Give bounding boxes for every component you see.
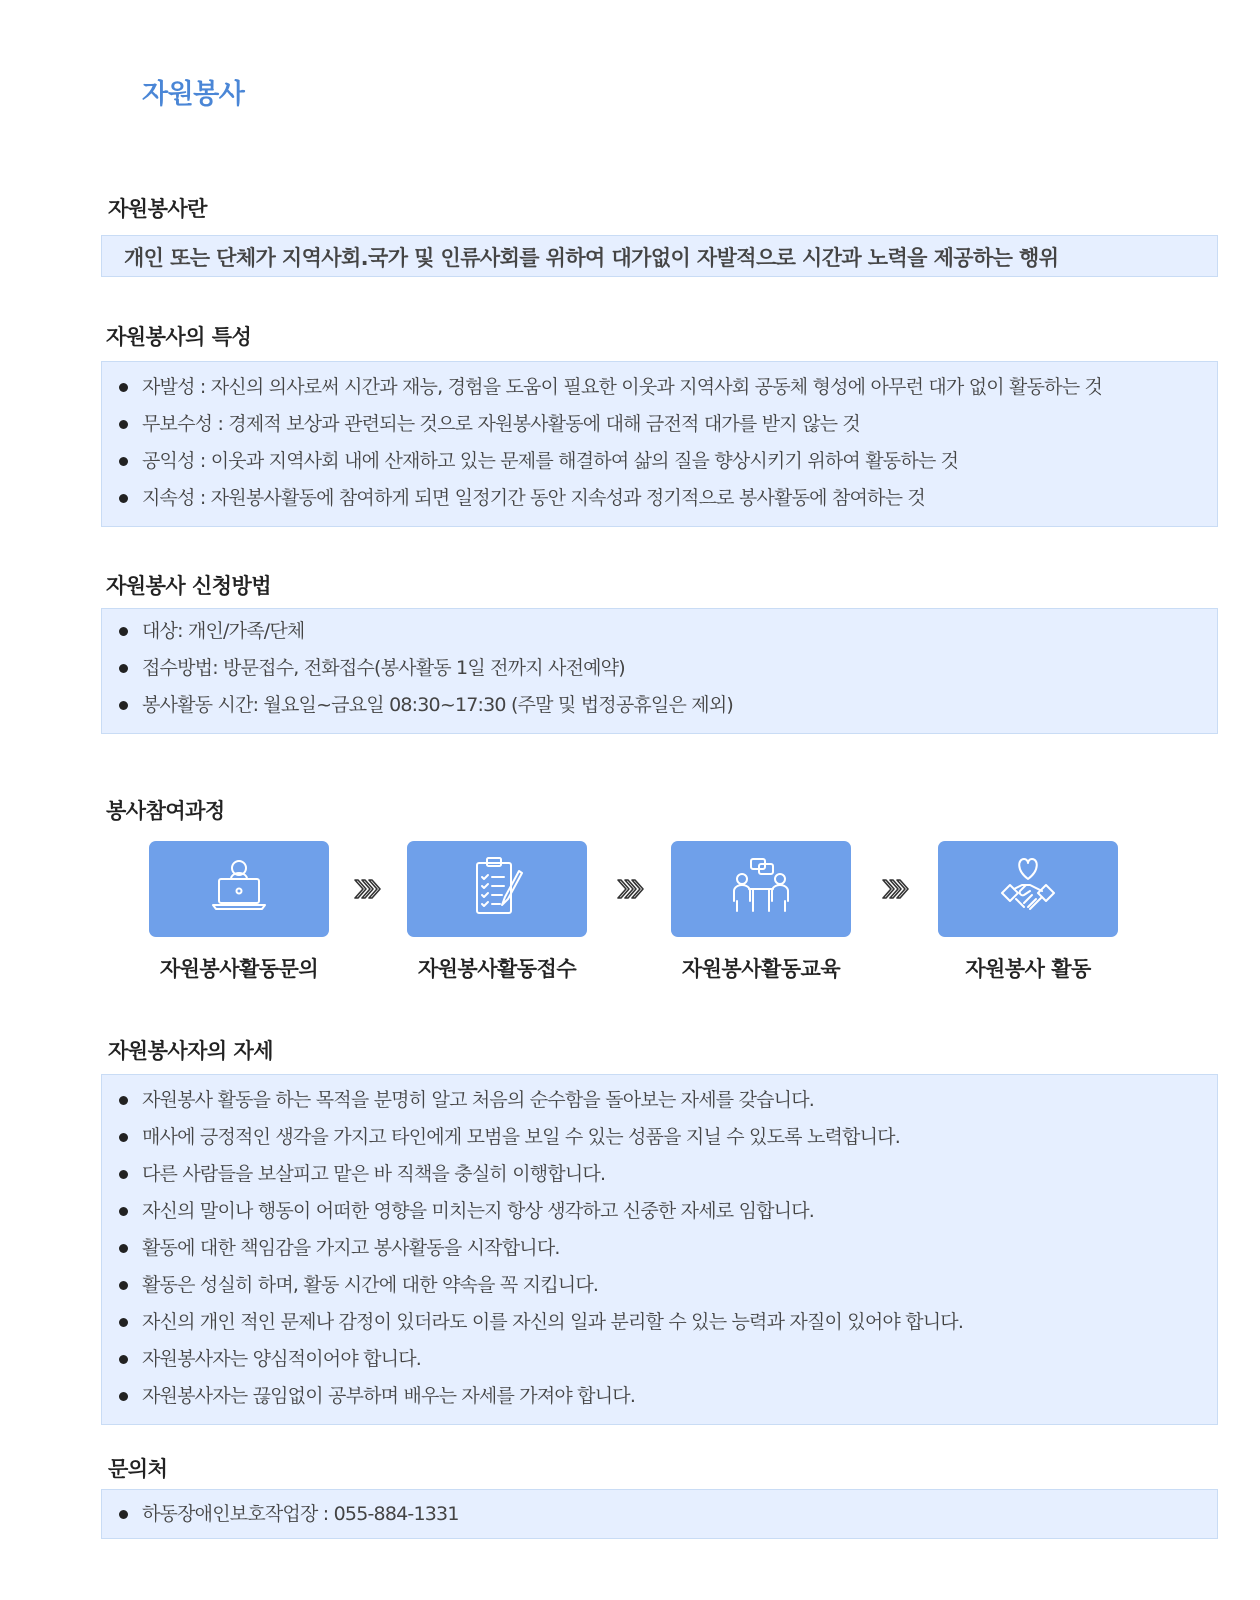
application-box: [101, 608, 1218, 734]
application-list: [102, 613, 1217, 724]
list-item: 활동에 대한 책임감을 가지고 봉사활동을 시작합니다.: [102, 1230, 1217, 1267]
attitude-box: [101, 1074, 1218, 1425]
attitude-list: [102, 1082, 1217, 1415]
triple-chevron-right-icon: [616, 877, 646, 901]
list-item: 대상: 개인/가족/단체: [102, 613, 1217, 650]
process-title: 봉사참여과정: [106, 799, 225, 823]
list-item: 활동은 성실히 하며, 활동 시간에 대한 약속을 꼭 지킵니다.: [102, 1267, 1217, 1304]
definition-text: 개인 또는 단체가 지역사회.국가 및 인류사회를 위하여 대가없이 자발적으로 시간과 노력을 제공하는 행위: [124, 246, 1059, 270]
step-registration: [407, 841, 587, 937]
list-item: 자신의 개인 적인 문제나 감정이 있더라도 이를 자신의 일과 분리할 수 있는 능력과 자질이 있어야 합니다.: [102, 1304, 1217, 1341]
step-label-registration: 자원봉사활동접수: [417, 957, 577, 981]
application-title: 자원봉사 신청방법: [106, 574, 272, 598]
definition-box: [101, 235, 1218, 277]
list-item: 자발성 : 자신의 의사로써 시간과 재능, 경험을 도움이 필요한 이웃과 지역사회 공동체 형성에 아무런 대가 없이 활동하는 것: [102, 369, 1217, 406]
contact-list: [102, 1496, 1217, 1533]
meeting-discussion-icon: [731, 855, 791, 919]
step-education: [671, 841, 851, 937]
step-inquiry: [149, 841, 329, 937]
step-label-inquiry: 자원봉사활동문의: [159, 957, 319, 981]
characteristics-title: 자원봉사의 특성: [106, 325, 252, 349]
attitude-title: 자원봉사자의 자세: [108, 1039, 274, 1063]
step-label-activity: 자원봉사 활동: [965, 957, 1091, 981]
contact-title: 문의처: [108, 1457, 168, 1481]
triple-chevron-right-icon: [881, 877, 911, 901]
list-item: 자원봉사 활동을 하는 목적을 분명히 알고 처음의 순수함을 돌아보는 자세를 갖습니다.: [102, 1082, 1217, 1119]
characteristics-list: [102, 369, 1217, 517]
characteristics-box: [101, 361, 1218, 527]
list-item: 봉사활동 시간: 월요일~금요일 08:30~17:30 (주말 및 법정공휴일은 제외): [102, 687, 1217, 724]
laptop-user-icon: [209, 855, 269, 919]
list-item: 공익성 : 이웃과 지역사회 내에 산재하고 있는 문제를 해결하여 삶의 질을 향상시키기 위하여 활동하는 것: [102, 443, 1217, 480]
definition-title: 자원봉사란: [108, 197, 207, 221]
list-item: 지속성 : 자원봉사활동에 참여하게 되면 일정기간 동안 지속성과 정기적으로 봉사활동에 참여하는 것: [102, 480, 1217, 517]
contact-phone: 하동장애인보호작업장 : 055-884-1331: [102, 1496, 1217, 1533]
list-item: 매사에 긍정적인 생각을 가지고 타인에게 모범을 보일 수 있는 성품을 지닐 수 있도록 노력합니다.: [102, 1119, 1217, 1156]
list-item: 무보수성 : 경제적 보상과 관련되는 것으로 자원봉사활동에 대해 금전적 대가를 받지 않는 것: [102, 406, 1217, 443]
triple-chevron-right-icon: [353, 877, 383, 901]
contact-box: [101, 1489, 1218, 1539]
list-item: 자신의 말이나 행동이 어떠한 영향을 미치는지 항상 생각하고 신중한 자세로 임합니다.: [102, 1193, 1217, 1230]
step-label-education: 자원봉사활동교육: [681, 957, 841, 981]
step-activity: [938, 841, 1118, 937]
list-item: 다른 사람들을 보살피고 맡은 바 직책을 충실히 이행합니다.: [102, 1156, 1217, 1193]
handshake-heart-icon: [998, 855, 1058, 919]
list-item: 자원봉사자는 양심적이어야 합니다.: [102, 1341, 1217, 1378]
clipboard-checklist-icon: [467, 855, 527, 919]
list-item: 접수방법: 방문접수, 전화접수(봉사활동 1일 전까지 사전예약): [102, 650, 1217, 687]
list-item: 자원봉사자는 끊임없이 공부하며 배우는 자세를 가져야 합니다.: [102, 1378, 1217, 1415]
page-title: 자원봉사: [142, 79, 245, 110]
